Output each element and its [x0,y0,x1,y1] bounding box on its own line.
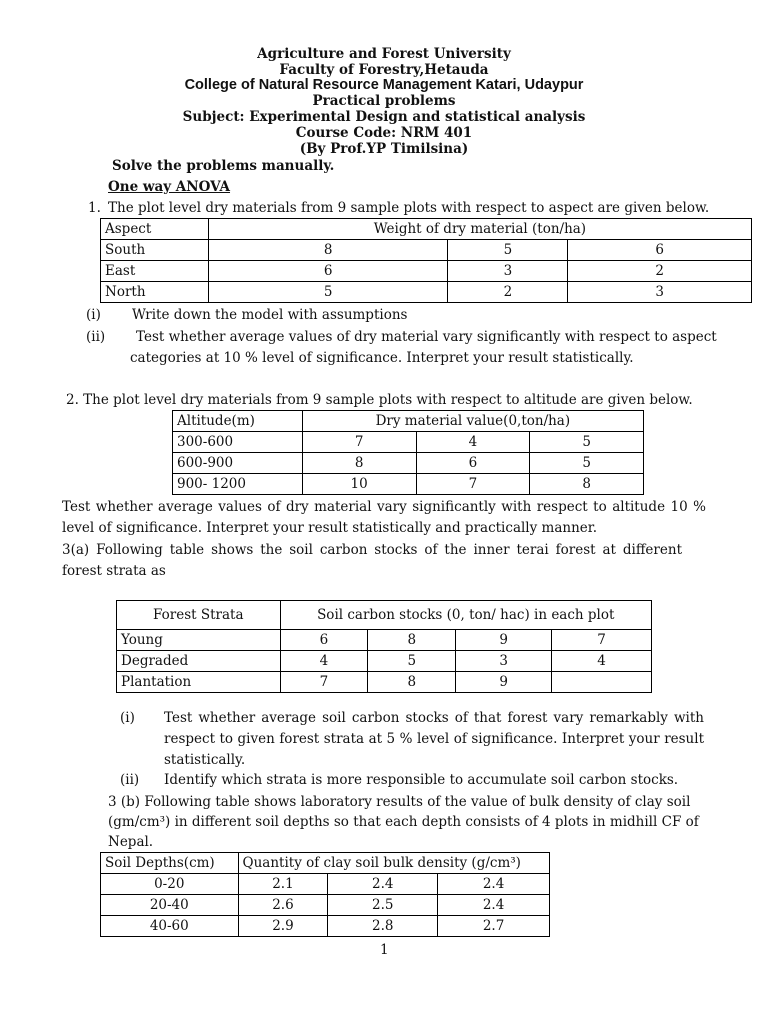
table-row [101,240,752,261]
table-header-cell: Dry material value(0,ton/ha) [302,411,643,432]
table-cell: 2.4 [328,874,438,895]
table-cell: 9 [456,630,552,651]
table-row [101,895,550,916]
table-header-cell: Soil Depths(cm) [101,853,239,874]
table-cell: North [101,282,209,303]
table-cell: 5 [208,282,448,303]
table-cell: 5 [530,432,644,453]
table-header-cell: Weight of dry material (ton/ha) [208,219,751,240]
table-cell: 3 [448,261,568,282]
table-cell: 5 [448,240,568,261]
table-cell: 5 [368,651,456,672]
table-cell: 2.7 [438,916,550,937]
table-row [101,916,550,937]
table-cell: 7 [416,474,530,495]
table-header-row [101,853,550,874]
table-row [173,474,644,495]
table-cell: 300-600 [173,432,303,453]
q1-table [100,218,752,303]
table-cell: 8 [368,672,456,693]
table-cell: 2.9 [238,916,328,937]
table-cell: 2 [448,282,568,303]
table-cell: 6 [208,261,448,282]
q1-text: The plot level dry materials from 9 sample plots with respect to aspect are given below. [108,200,710,216]
table-cell: 7 [302,432,416,453]
table-cell: 2.4 [438,895,550,916]
instruction: Solve the problems manually. [112,158,335,174]
college-name: College of Natural Resource Management Katari, Udaypur [184,77,584,93]
table-cell: 0-20 [101,874,239,895]
table-cell: Plantation [117,672,281,693]
table-cell: 4 [416,432,530,453]
table-cell: 6 [416,453,530,474]
table-cell: 2.8 [328,916,438,937]
q3b-line: (gm/cm³) in different soil depths so that each depth consists of 4 plots in midhill CF of [108,814,699,830]
table-header-row [117,601,652,630]
table-cell: East [101,261,209,282]
table-cell: 3 [456,651,552,672]
table-cell: 7 [280,672,368,693]
table-cell: 2 [568,261,752,282]
table-header-row [173,411,644,432]
table-cell: Degraded [117,651,281,672]
table-cell: 5 [530,453,644,474]
q1-number: 1. [88,200,101,216]
table-cell: 6 [280,630,368,651]
faculty-name: Faculty of Forestry,Hetauda [279,62,489,78]
q1-part-label: (i) [86,307,101,323]
table-row [117,672,652,693]
table-cell: 20-40 [101,895,239,916]
table-cell: 8 [530,474,644,495]
table-cell: 3 [568,282,752,303]
table-header-cell: Aspect [101,219,209,240]
table-cell: 8 [368,630,456,651]
q1-part-text-continued: categories at 10 % level of significance. Interpret your result statistically. [130,350,634,366]
q3a-part-text: Identify which strata is more responsible to accumulate soil carbon stocks. [164,772,679,788]
table-row [173,432,644,453]
table-header-cell: Forest Strata [117,601,281,630]
table-cell: 10 [302,474,416,495]
document-title: Practical problems [312,93,456,109]
table-cell: 2.5 [328,895,438,916]
table-cell: 900- 1200 [173,474,303,495]
table-header-cell: Altitude(m) [173,411,303,432]
table-cell: 7 [552,630,652,651]
university-name: Agriculture and Forest University [257,46,511,62]
table-cell: 8 [302,453,416,474]
q3a-part-label: (ii) [120,772,140,788]
section-title: One way ANOVA [108,179,231,195]
table-cell: 2.6 [238,895,328,916]
q3a-table [116,600,652,693]
table-cell: 40-60 [101,916,239,937]
table-cell: South [101,240,209,261]
q1-part-label: (ii) [86,329,106,345]
table-cell: 2.1 [238,874,328,895]
q1-part-text: Write down the model with assumptions [132,307,408,323]
table-row [101,261,752,282]
q3b-line: 3 (b) Following table shows laboratory results of the value of bulk density of clay soil [108,794,691,810]
q2-table [172,410,644,495]
page-number: 1 [380,942,389,958]
q3b-line: Nepal. [108,834,154,850]
table-row [101,874,550,895]
q1-part-text: Test whether average values of dry material vary significantly with respect to aspect [136,329,717,345]
table-cell: 4 [552,651,652,672]
table-cell: 8 [208,240,448,261]
table-header-cell: Soil carbon stocks (0, ton/ hac) in each plot [280,601,652,630]
subject-line: Subject: Experimental Design and statistical analysis [182,109,586,125]
table-cell: 4 [280,651,368,672]
author-line: (By Prof.YP Timilsina) [299,141,469,157]
table-row [117,651,652,672]
table-row [173,453,644,474]
table-cell: 6 [568,240,752,261]
q2-question: Test whether average values of dry material vary significantly with respect to altitude 10 % level of significance. Interpret your result statistically and practically manner. [62,499,706,536]
table-cell: 2.4 [438,874,550,895]
table-header-cell: Quantity of clay soil bulk density (g/cm³) [238,853,549,874]
table-cell [552,672,652,693]
table-row [101,282,752,303]
table-cell: Young [117,630,281,651]
q3b-table [100,852,550,937]
table-cell: 600-900 [173,453,303,474]
q3a-intro: 3(a) Following table shows the soil carbon stocks of the inner terai forest at different forest strata as [62,542,682,579]
table-row [117,630,652,651]
table-header-row [101,219,752,240]
course-code: Course Code: NRM 401 [295,125,473,141]
table-cell: 9 [456,672,552,693]
q3a-part-label: (i) [120,710,135,726]
q2-text: 2. The plot level dry materials from 9 sample plots with respect to altitude are given below. [66,392,693,408]
q3a-part-text: Test whether average soil carbon stocks of that forest vary remarkably with respect to given forest strata at 5 % level of significance. Interpret your result statistically. [164,710,704,768]
